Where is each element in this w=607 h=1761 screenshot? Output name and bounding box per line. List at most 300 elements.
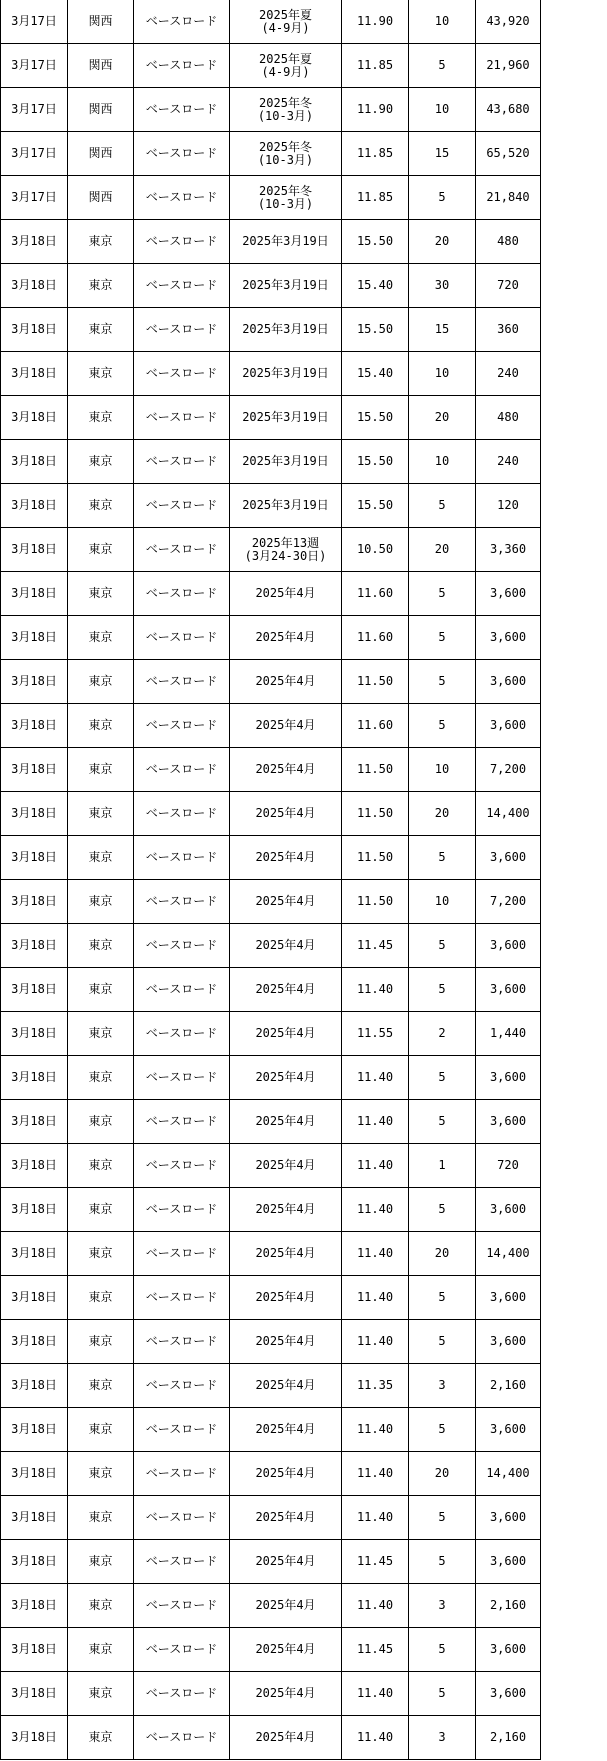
amount-cell: 3,360 [476,528,541,572]
region-cell: 東京 [68,528,134,572]
region-cell: 東京 [68,1408,134,1452]
table-row [1,1408,541,1452]
delivery-period-cell: 2025年3月19日 [230,220,342,264]
region-cell: 東京 [68,1012,134,1056]
quantity-cell: 1 [409,1144,476,1188]
product-cell: ベースロード [134,352,230,396]
table-row [1,396,541,440]
delivery-period-cell: 2025年3月19日 [230,440,342,484]
delivery-period-cell: 2025年3月19日 [230,308,342,352]
region-cell: 東京 [68,1320,134,1364]
amount-cell: 3,600 [476,1628,541,1672]
quantity-cell: 3 [409,1716,476,1760]
delivery-period-cell: 2025年4月 [230,572,342,616]
region-cell: 東京 [68,220,134,264]
trade-date-cell: 3月18日 [1,440,68,484]
table-row [1,792,541,836]
amount-cell: 65,520 [476,132,541,176]
table-row [1,660,541,704]
product-cell: ベースロード [134,264,230,308]
price-cell: 11.85 [342,176,409,220]
product-cell: ベースロード [134,220,230,264]
trade-date-cell: 3月18日 [1,792,68,836]
quantity-cell: 20 [409,528,476,572]
region-cell: 関西 [68,176,134,220]
quantity-cell: 15 [409,308,476,352]
table-row [1,1056,541,1100]
region-cell: 東京 [68,968,134,1012]
amount-cell: 3,600 [476,968,541,1012]
trade-date-cell: 3月18日 [1,924,68,968]
table-row [1,1364,541,1408]
amount-cell: 2,160 [476,1584,541,1628]
table-row [1,968,541,1012]
trade-date-cell: 3月18日 [1,1452,68,1496]
quantity-cell: 5 [409,1540,476,1584]
trade-date-cell: 3月18日 [1,1540,68,1584]
price-cell: 15.50 [342,220,409,264]
delivery-period-cell: 2025年13週 (3月24-30日) [230,528,342,572]
delivery-period-cell: 2025年4月 [230,748,342,792]
region-cell: 東京 [68,1100,134,1144]
quantity-cell: 5 [409,1188,476,1232]
region-cell: 東京 [68,1364,134,1408]
price-cell: 11.45 [342,1628,409,1672]
price-cell: 15.40 [342,352,409,396]
trade-date-cell: 3月18日 [1,1364,68,1408]
amount-cell: 3,600 [476,1408,541,1452]
quantity-cell: 5 [409,836,476,880]
region-cell: 東京 [68,1716,134,1760]
price-cell: 11.40 [342,1452,409,1496]
quantity-cell: 5 [409,924,476,968]
delivery-period-cell: 2025年冬 (10-3月) [230,88,342,132]
table-row [1,572,541,616]
region-cell: 東京 [68,352,134,396]
product-cell: ベースロード [134,748,230,792]
trade-date-cell: 3月18日 [1,1056,68,1100]
quantity-cell: 5 [409,176,476,220]
price-cell: 11.40 [342,1188,409,1232]
delivery-period-cell: 2025年4月 [230,1100,342,1144]
delivery-period-cell: 2025年3月19日 [230,352,342,396]
region-cell: 東京 [68,836,134,880]
product-cell: ベースロード [134,396,230,440]
trade-date-cell: 3月18日 [1,1320,68,1364]
delivery-period-cell: 2025年4月 [230,792,342,836]
region-cell: 東京 [68,1628,134,1672]
region-cell: 東京 [68,1188,134,1232]
trade-date-cell: 3月18日 [1,1012,68,1056]
region-cell: 東京 [68,1276,134,1320]
amount-cell: 3,600 [476,704,541,748]
price-cell: 11.85 [342,44,409,88]
price-cell: 11.60 [342,704,409,748]
delivery-period-cell: 2025年3月19日 [230,264,342,308]
quantity-cell: 5 [409,1320,476,1364]
table-row [1,880,541,924]
region-cell: 東京 [68,1452,134,1496]
price-cell: 11.40 [342,1320,409,1364]
region-cell: 東京 [68,1672,134,1716]
trade-date-cell: 3月18日 [1,352,68,396]
delivery-period-cell: 2025年4月 [230,836,342,880]
product-cell: ベースロード [134,792,230,836]
quantity-cell: 5 [409,1056,476,1100]
region-cell: 東京 [68,616,134,660]
trade-date-cell: 3月18日 [1,1232,68,1276]
delivery-period-cell: 2025年3月19日 [230,484,342,528]
delivery-period-cell: 2025年4月 [230,1320,342,1364]
delivery-period-cell: 2025年4月 [230,660,342,704]
product-cell: ベースロード [134,880,230,924]
region-cell: 東京 [68,660,134,704]
quantity-cell: 5 [409,572,476,616]
quantity-cell: 10 [409,0,476,44]
trade-date-cell: 3月18日 [1,660,68,704]
delivery-period-cell: 2025年4月 [230,704,342,748]
quantity-cell: 5 [409,660,476,704]
quantity-cell: 10 [409,352,476,396]
amount-cell: 120 [476,484,541,528]
quantity-cell: 10 [409,880,476,924]
price-cell: 15.40 [342,264,409,308]
region-cell: 東京 [68,748,134,792]
region-cell: 東京 [68,572,134,616]
quantity-cell: 20 [409,1452,476,1496]
product-cell: ベースロード [134,44,230,88]
trade-date-cell: 3月18日 [1,748,68,792]
price-cell: 11.35 [342,1364,409,1408]
region-cell: 東京 [68,704,134,748]
quantity-cell: 5 [409,1628,476,1672]
price-cell: 11.60 [342,572,409,616]
table-row [1,308,541,352]
amount-cell: 43,680 [476,88,541,132]
region-cell: 東京 [68,924,134,968]
price-cell: 11.40 [342,1144,409,1188]
delivery-period-cell: 2025年4月 [230,968,342,1012]
amount-cell: 3,600 [476,1672,541,1716]
delivery-period-cell: 2025年4月 [230,1628,342,1672]
amount-cell: 480 [476,396,541,440]
amount-cell: 3,600 [476,1276,541,1320]
quantity-cell: 5 [409,44,476,88]
delivery-period-cell: 2025年4月 [230,1496,342,1540]
trade-date-cell: 3月18日 [1,308,68,352]
price-cell: 11.50 [342,660,409,704]
delivery-period-cell: 2025年4月 [230,1232,342,1276]
delivery-period-cell: 2025年4月 [230,1452,342,1496]
price-cell: 15.50 [342,308,409,352]
trade-date-cell: 3月18日 [1,1276,68,1320]
table-row [1,1232,541,1276]
product-cell: ベースロード [134,484,230,528]
quantity-cell: 2 [409,1012,476,1056]
amount-cell: 360 [476,308,541,352]
amount-cell: 21,960 [476,44,541,88]
table-row [1,1188,541,1232]
product-cell: ベースロード [134,924,230,968]
price-cell: 11.40 [342,1232,409,1276]
amount-cell: 14,400 [476,1452,541,1496]
quantity-cell: 3 [409,1584,476,1628]
table-row [1,1628,541,1672]
trade-date-cell: 3月18日 [1,968,68,1012]
region-cell: 東京 [68,1496,134,1540]
amount-cell: 3,600 [476,1188,541,1232]
delivery-period-cell: 2025年夏 (4-9月) [230,0,342,44]
quantity-cell: 5 [409,704,476,748]
price-cell: 15.50 [342,396,409,440]
quantity-cell: 5 [409,1496,476,1540]
amount-cell: 240 [476,352,541,396]
table-row [1,176,541,220]
region-cell: 関西 [68,132,134,176]
quantity-cell: 5 [409,616,476,660]
trade-date-cell: 3月18日 [1,1672,68,1716]
region-cell: 東京 [68,1232,134,1276]
amount-cell: 3,600 [476,924,541,968]
product-cell: ベースロード [134,1100,230,1144]
quantity-cell: 5 [409,1100,476,1144]
amount-cell: 3,600 [476,836,541,880]
product-cell: ベースロード [134,88,230,132]
table-row [1,1672,541,1716]
region-cell: 東京 [68,880,134,924]
quantity-cell: 5 [409,1672,476,1716]
amount-cell: 3,600 [476,1540,541,1584]
product-cell: ベースロード [134,1144,230,1188]
trades-table-body [1,0,541,1760]
amount-cell: 720 [476,1144,541,1188]
quantity-cell: 10 [409,748,476,792]
trade-date-cell: 3月18日 [1,1144,68,1188]
price-cell: 11.50 [342,836,409,880]
trade-date-cell: 3月17日 [1,176,68,220]
price-cell: 11.50 [342,748,409,792]
trade-date-cell: 3月18日 [1,528,68,572]
amount-cell: 43,920 [476,0,541,44]
table-row [1,0,541,44]
quantity-cell: 5 [409,1276,476,1320]
trade-date-cell: 3月18日 [1,1408,68,1452]
quantity-cell: 20 [409,1232,476,1276]
table-row [1,616,541,660]
product-cell: ベースロード [134,132,230,176]
table-row [1,484,541,528]
price-cell: 11.85 [342,132,409,176]
price-cell: 11.40 [342,1716,409,1760]
quantity-cell: 15 [409,132,476,176]
trade-date-cell: 3月18日 [1,1716,68,1760]
table-row [1,1144,541,1188]
product-cell: ベースロード [134,528,230,572]
trade-date-cell: 3月18日 [1,1628,68,1672]
region-cell: 東京 [68,1056,134,1100]
table-row [1,836,541,880]
delivery-period-cell: 2025年4月 [230,1144,342,1188]
quantity-cell: 5 [409,484,476,528]
price-cell: 11.50 [342,880,409,924]
amount-cell: 3,600 [476,1056,541,1100]
amount-cell: 14,400 [476,1232,541,1276]
table-row [1,748,541,792]
product-cell: ベースロード [134,660,230,704]
table-row [1,440,541,484]
trade-date-cell: 3月17日 [1,132,68,176]
trade-date-cell: 3月18日 [1,704,68,748]
price-cell: 11.90 [342,0,409,44]
table-row [1,924,541,968]
region-cell: 東京 [68,396,134,440]
table-row [1,220,541,264]
trade-date-cell: 3月18日 [1,484,68,528]
trade-date-cell: 3月18日 [1,396,68,440]
amount-cell: 3,600 [476,1496,541,1540]
product-cell: ベースロード [134,572,230,616]
table-row [1,528,541,572]
amount-cell: 2,160 [476,1364,541,1408]
trade-date-cell: 3月18日 [1,220,68,264]
region-cell: 東京 [68,308,134,352]
trade-date-cell: 3月17日 [1,0,68,44]
price-cell: 11.50 [342,792,409,836]
table-row [1,1716,541,1760]
region-cell: 東京 [68,264,134,308]
product-cell: ベースロード [134,1496,230,1540]
delivery-period-cell: 2025年4月 [230,1408,342,1452]
region-cell: 東京 [68,792,134,836]
quantity-cell: 20 [409,396,476,440]
quantity-cell: 30 [409,264,476,308]
quantity-cell: 3 [409,1364,476,1408]
table-row [1,1320,541,1364]
price-cell: 11.40 [342,1276,409,1320]
quantity-cell: 10 [409,440,476,484]
product-cell: ベースロード [134,1364,230,1408]
trade-date-cell: 3月17日 [1,44,68,88]
quantity-cell: 20 [409,792,476,836]
table-row [1,1496,541,1540]
quantity-cell: 10 [409,88,476,132]
product-cell: ベースロード [134,1584,230,1628]
product-cell: ベースロード [134,704,230,748]
delivery-period-cell: 2025年4月 [230,1540,342,1584]
region-cell: 東京 [68,1144,134,1188]
price-cell: 11.90 [342,88,409,132]
region-cell: 東京 [68,440,134,484]
table-row [1,1276,541,1320]
price-cell: 10.50 [342,528,409,572]
delivery-period-cell: 2025年4月 [230,1188,342,1232]
table-row [1,704,541,748]
table-row [1,132,541,176]
product-cell: ベースロード [134,1232,230,1276]
amount-cell: 7,200 [476,880,541,924]
amount-cell: 720 [476,264,541,308]
price-cell: 11.55 [342,1012,409,1056]
trade-date-cell: 3月18日 [1,1100,68,1144]
quantity-cell: 5 [409,1408,476,1452]
delivery-period-cell: 2025年3月19日 [230,396,342,440]
region-cell: 東京 [68,1584,134,1628]
price-cell: 11.40 [342,1100,409,1144]
price-cell: 15.50 [342,484,409,528]
table-row [1,1100,541,1144]
amount-cell: 480 [476,220,541,264]
product-cell: ベースロード [134,1188,230,1232]
product-cell: ベースロード [134,1452,230,1496]
table-row [1,88,541,132]
delivery-period-cell: 2025年4月 [230,1584,342,1628]
delivery-period-cell: 2025年冬 (10-3月) [230,176,342,220]
product-cell: ベースロード [134,836,230,880]
amount-cell: 3,600 [476,660,541,704]
table-row [1,44,541,88]
amount-cell: 2,160 [476,1716,541,1760]
price-cell: 11.45 [342,1540,409,1584]
trade-date-cell: 3月17日 [1,88,68,132]
delivery-period-cell: 2025年4月 [230,1672,342,1716]
amount-cell: 7,200 [476,748,541,792]
price-cell: 11.40 [342,1408,409,1452]
price-cell: 11.40 [342,968,409,1012]
amount-cell: 1,440 [476,1012,541,1056]
product-cell: ベースロード [134,1716,230,1760]
delivery-period-cell: 2025年4月 [230,924,342,968]
product-cell: ベースロード [134,1012,230,1056]
delivery-period-cell: 2025年4月 [230,1012,342,1056]
product-cell: ベースロード [134,1672,230,1716]
amount-cell: 3,600 [476,572,541,616]
delivery-period-cell: 2025年夏 (4-9月) [230,44,342,88]
price-cell: 15.50 [342,440,409,484]
delivery-period-cell: 2025年4月 [230,1276,342,1320]
price-cell: 11.40 [342,1496,409,1540]
delivery-period-cell: 2025年4月 [230,1056,342,1100]
table-row [1,1452,541,1496]
product-cell: ベースロード [134,176,230,220]
delivery-period-cell: 2025年4月 [230,880,342,924]
delivery-period-cell: 2025年4月 [230,616,342,660]
product-cell: ベースロード [134,1276,230,1320]
trade-date-cell: 3月18日 [1,1496,68,1540]
trade-date-cell: 3月18日 [1,572,68,616]
product-cell: ベースロード [134,1408,230,1452]
table-row [1,352,541,396]
region-cell: 東京 [68,484,134,528]
table-row [1,1584,541,1628]
quantity-cell: 5 [409,968,476,1012]
quantity-cell: 20 [409,220,476,264]
product-cell: ベースロード [134,1540,230,1584]
product-cell: ベースロード [134,308,230,352]
product-cell: ベースロード [134,968,230,1012]
amount-cell: 240 [476,440,541,484]
price-cell: 11.40 [342,1056,409,1100]
trade-date-cell: 3月18日 [1,880,68,924]
amount-cell: 3,600 [476,1100,541,1144]
trade-date-cell: 3月18日 [1,836,68,880]
table-row [1,264,541,308]
product-cell: ベースロード [134,1056,230,1100]
amount-cell: 3,600 [476,1320,541,1364]
amount-cell: 3,600 [476,616,541,660]
price-cell: 11.40 [342,1672,409,1716]
region-cell: 関西 [68,44,134,88]
price-cell: 11.60 [342,616,409,660]
